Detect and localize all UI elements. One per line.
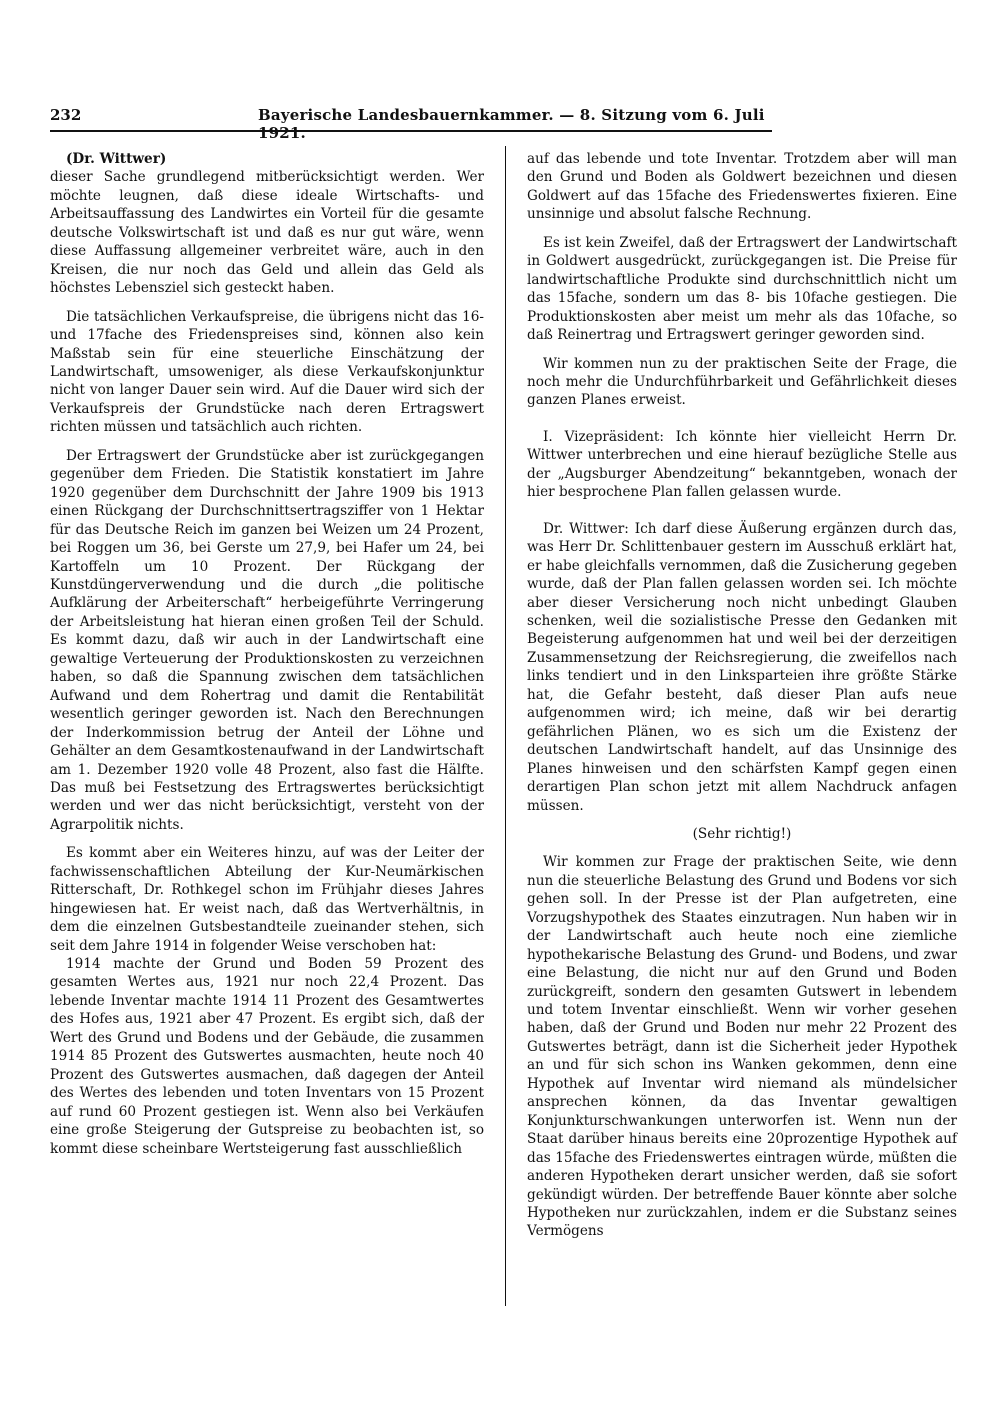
paragraph: Wir kommen nun zu der praktischen Seite der Frage, die noch mehr die Undurchführbarkeit und Gefährlichkeit dieses ganzen Planes erweist. [527,355,957,409]
left-column [50,150,484,1158]
interjection: (Sehr richtig!) [692,825,792,842]
page-header [50,104,770,142]
paragraph: Wir kommen zur Frage der praktischen Seite, wie denn nun die steuerliche Belastung des Grund und Bodens vor sich gehen soll. In der Presse ist der Plan aufgetreten, eine Vorzugshypothek des Staates einzutragen. Nun haben wir in der Landwirtschaft auch heute noch eine ziemliche hypothekarische Belastung des Grund- und Bodens, und zwar eine Belastung, die nicht nur auf den Grund und Boden zurückgreift, sondern den gesamten Gutswert in lebendem und totem Inventar einschließt. Wenn wir vorher gesehen haben, daß der Grund und Boden nur mehr 22 Prozent des Gutswertes beträgt, dann ist die Sicherheit jeder Hypothek an und für sich schon ins Wanken gekommen, denn eine Hypothek auf Inventar wird niemand als mündelsicher ansprechen können, da das Inventar gewaltigen Konjunkturschwankungen unterworfen ist. Wenn nun der Staat darüber hinaus bereits eine 20prozentige Hypothek auf das 15fache des Friedenswertes eintragen würde, müßten die anderen Hypotheken derart unsicher werden, daß sie sofort gekündigt würden. Der betreffende Bauer könnte aber solche Hypotheken nur zurückzahlen, indem er die Substanz seines Vermögens [527,854,957,1240]
running-title: Bayerische Landesbauernkammer. — 8. Sitzung vom 6. Juli 1921. [258,106,765,142]
paragraph: dieser Sache grundlegend mitberücksichtigt werden. Wer möchte leugnen, daß diese ideale Wirtschafts- und Arbeitsauffassung des Landwirtes ein Vorteil für die gesamte deutsche Volkswirtschaft ist und daß es nur gut wäre, wenn diese Auffassung allgemeiner verbreitet wäre, auch in den Kreisen, die nur noch das Geld und allein das Geld als höchstes Lebensziel sich gesteckt haben. [50,169,484,297]
column-divider [505,146,506,1306]
paragraph: Die tatsächlichen Verkaufspreise, die übrigens nicht das 16- und 17fache des Friedenspreises sind, können also kein Maßstab sein für eine steuerliche Einschätzung der Landwirtschaft, umsoweniger, als diese Verkaufskonjunktur nicht von langer Dauer sein wird. Auf die Dauer wird sich der Verkaufspreis der Grundstücke nach deren Ertragswert richten müssen und tatsächlich auch richten. [50,308,484,436]
paragraph: auf das lebende und tote Inventar. Trotzdem aber will man den Grund und Boden als Goldwert bezeichnen und diesen Goldwert auf das 15fache des Friedenswertes fixieren. Eine unsinnige und absolut falsche Rechnung. [527,151,957,223]
header-rule [50,130,772,132]
paragraph: 1914 machte der Grund und Boden 59 Prozent des gesamten Wertes aus, 1921 nur noch 22,4 Prozent. Das lebende Inventar machte 1914 11 Prozent des Gesamtwertes des Hofes aus, 1921 aber 47 Prozent. Es ergibt sich, daß der Wert des Grund und Bodens und der Gebäude, die zusammen 1914 85 Prozent des Gutswertes ausmachten, heute noch 40 Prozent des Gutswertes ausmachen, daß dagegen der Anteil des Wertes des lebenden und toten Inventars von 15 Prozent auf rund 60 Prozent gestiegen ist. Wenn also bei Verkäufen eine große Steigerung der Gutspreise zu beobachten ist, so kommt diese scheinbare Wertsteigerung fast ausschließlich [50,956,484,1157]
speaker-tag: (Dr. Wittwer) [66,151,167,167]
speaker-paragraph: Dr. Wittwer: Ich darf diese Äußerung ergänzen durch das, was Herr Dr. Schlittenbauer gestern im Ausschuß erklärt hat, er habe gleichfalls vernommen, daß die Zusicherung gegeben wurde, daß der Plan fallen gelassen worden sei. Ich möchte aber dieser Versicherung noch nicht unbedingt Glauben schenken, weil die sozialistische Presse den Gedanken mit Begeisterung aufgenommen hat und weil bei der derzeitigen Zusammensetzung der Reichsregierung, die zweifellos nach links tendiert und in den Linksparteien ihre größte Stärke hat, die Gefahr besteht, daß dieser Plan aufs neue aufgenommen wird; ich meine, daß wir bei derartig gefährlichen Plänen, wo es sich um die Existenz der deutschen Landwirtschaft handelt, auf das Unsinnige des Planes hinweisen und den schärfsten Kampf gegen einen derartigen Plan schon jetzt mit allem Nachdruck anfagen müssen. [527,520,957,814]
right-column [527,150,957,1241]
paragraph: Es kommt aber ein Weiteres hinzu, auf was der Leiter der fachwissenschaftlichen Abteilung der Kur-Neumärkischen Ritterschaft, Dr. Rothkegel schon im Frühjahr dieses Jahres hingewiesen hat. Er weist nach, daß das Wertverhältnis, in dem die einzelnen Gutsbestandteile zueinander stehen, sich seit dem Jahre 1914 in folgender Weise verschoben hat: [50,845,484,954]
paragraph: Der Ertragswert der Grundstücke aber ist zurückgegangen gegenüber dem Frieden. Die Statistik konstatiert im Jahre 1920 gegenüber dem Durchschnitt der Jahre 1909 bis 1913 einen Rückgang der Durchschnittsertragsziffer von 1 Hektar für das Deutsche Reich im ganzen bei Weizen um 24 Prozent, bei Roggen um 36, bei Gerste um 27,9, bei Hafer um 24, bei Kartoffeln um 10 Prozent. Der Rückgang der Kunstdüngerverwendung und die durch „die politische Aufklärung der Arbeiterschaft“ herbeigeführte Verringerung der Arbeitsleistung hat hieran einen großen Teil der Schuld. Es kommt dazu, daß wir auch in der Landwirtschaft eine gewaltige Verteuerung der Produktionskosten zu verzeichnen haben, so daß die Spannung zwischen dem tatsächlichen Aufwand und dem Rohertrag und damit die Rentabilität wesentlich geringer geworden ist. Nach den Berechnungen der Inderkommission betrug der Anteil der Löhne und Gehälter an dem Gesamtkostenaufwand in der Landwirtschaft am 1. Dezember 1920 volle 48 Prozent, also fast die Hälfte. Das muß bei Festsetzung des Ertragswertes berücksichtigt werden und wer das nicht berücksichtigt, versteht von der Agrarpolitik nichts. [50,447,484,833]
page-number: 232 [50,106,82,124]
paragraph: Es ist kein Zweifel, daß der Ertragswert der Landwirtschaft in Goldwert ausgedrückt, zurückgegangen ist. Die Preise für landwirtschaftliche Produkte sind durchschnittlich nicht um das 15fache, sondern um das 8- bis 10fache gestiegen. Die Produktionskosten aber meist um mehr als das 10fache, so daß Reinertrag und Ertragswert geringer geworden sind. [527,234,957,344]
speaker-paragraph: I. Vizepräsident: Ich könnte hier vielleicht Herrn Dr. Wittwer unterbrechen und eine hierauf bezügliche Stelle aus der „Augsburger Abendzeitung“ bekanntgeben, wonach der hier besprochene Plan fallen gelassen wurde. [527,428,957,501]
